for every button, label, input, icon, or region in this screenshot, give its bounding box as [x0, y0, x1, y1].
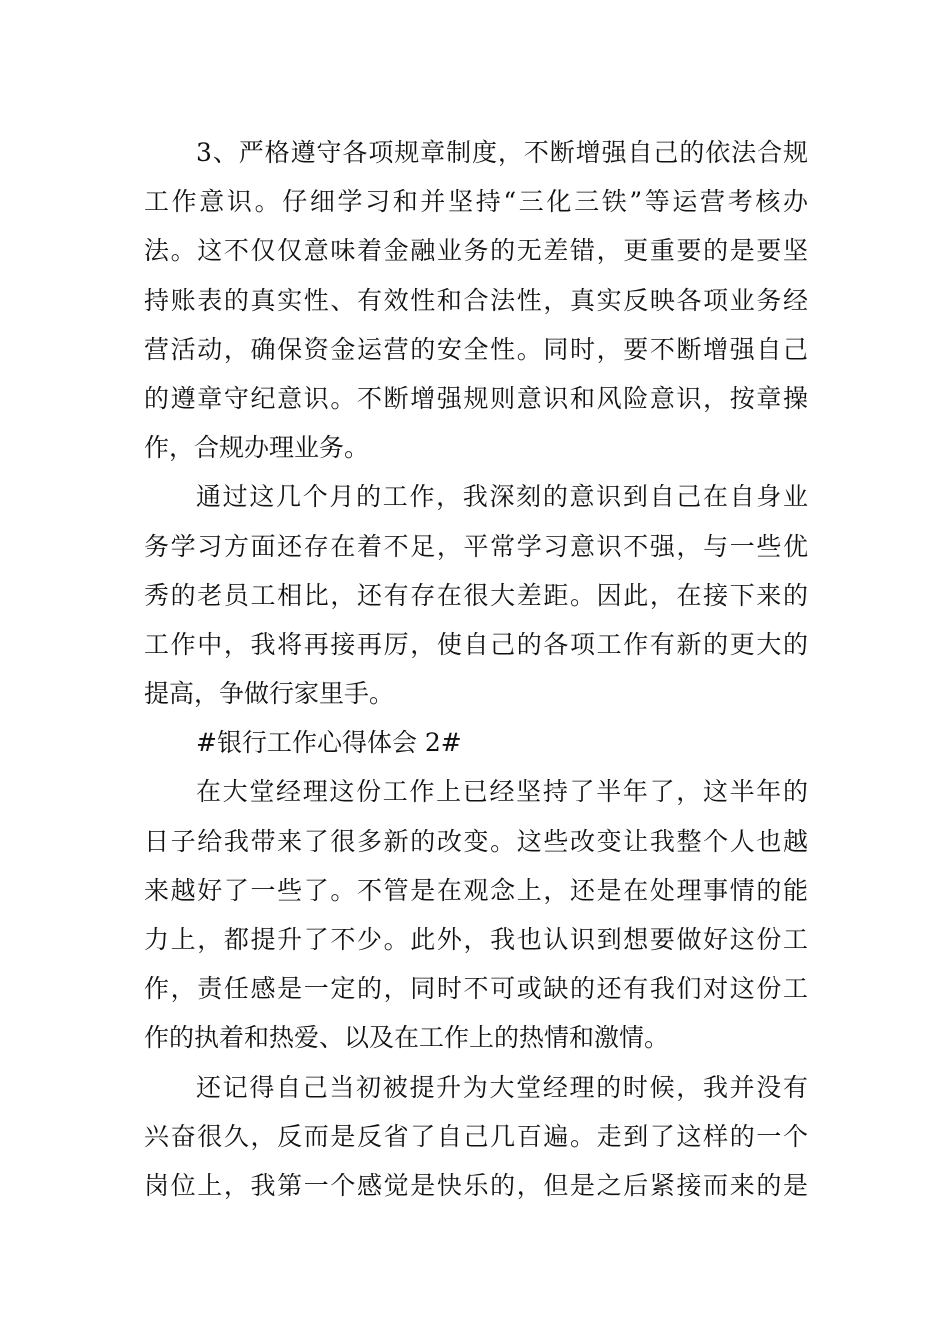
text-line: 在大堂经理这份工作上已经坚持了半年了，这半年的: [196, 777, 808, 807]
text-line: 法。这不仅仅意味着金融业务的无差错，更重要的是要坚: [144, 236, 808, 266]
text-line: 工作意识。仔细学习和并坚持“三化三铁”等运营考核办: [144, 187, 808, 217]
paragraph-lobby-manager: [144, 767, 808, 1062]
text-line: 兴奋很久，反而是反省了自己几百遍。走到了这样的一个: [144, 1121, 808, 1151]
text-line: 秀的老员工相比，还有存在很大差距。因此，在接下来的: [144, 580, 808, 610]
text-line: 日子给我带来了很多新的改变。这些改变让我整个人也越: [144, 826, 808, 856]
text-line: 来越好了一些了。不管是在观念上，还是在处理事情的能: [144, 875, 808, 905]
text-line: 还记得自己当初被提升为大堂经理的时候，我并没有: [196, 1072, 808, 1102]
text-line: 的遵章守纪意识。不断增强规则意识和风险意识，按章操: [144, 383, 808, 413]
text-line: 通过这几个月的工作，我深刻的意识到自己在自身业: [196, 482, 808, 512]
text-line: 提高，争做行家里手。: [144, 679, 395, 709]
paragraph-promotion-memory: [144, 1063, 808, 1211]
text-line: 工作中，我将再接再厉，使自己的各项工作有新的更大的: [144, 629, 808, 659]
text-line: 岗位上，我第一个感觉是快乐的，但是之后紧接而来的是: [144, 1170, 808, 1200]
paragraph-rules-compliance: [144, 128, 808, 472]
paragraph-reflection: [144, 472, 808, 718]
text-line: 作，合规办理业务。: [144, 433, 370, 463]
text-line: 力上，都提升了不少。此外，我也认识到想要做好这份工: [144, 925, 808, 954]
section-heading-text: #银行工作心得体会 2#: [196, 728, 462, 758]
text-line: 务学习方面还存在着不足，平常学习意识不强，与一些优: [144, 531, 808, 561]
document-body: [144, 128, 808, 1210]
text-line: 3、严格遵守各项规章制度，不断增强自己的依法合规: [196, 138, 808, 167]
text-line: 持账表的真实性、有效性和合法性，真实反映各项业务经: [144, 285, 808, 315]
text-line: 营活动，确保资金运营的安全性。同时，要不断增强自己: [144, 334, 808, 364]
text-line: 作的执着和热爱、以及在工作上的热情和激情。: [144, 1023, 670, 1053]
text-line: 作，责任感是一定的，同时不可或缺的还有我们对这份工: [144, 974, 808, 1004]
section-heading: [144, 718, 808, 767]
